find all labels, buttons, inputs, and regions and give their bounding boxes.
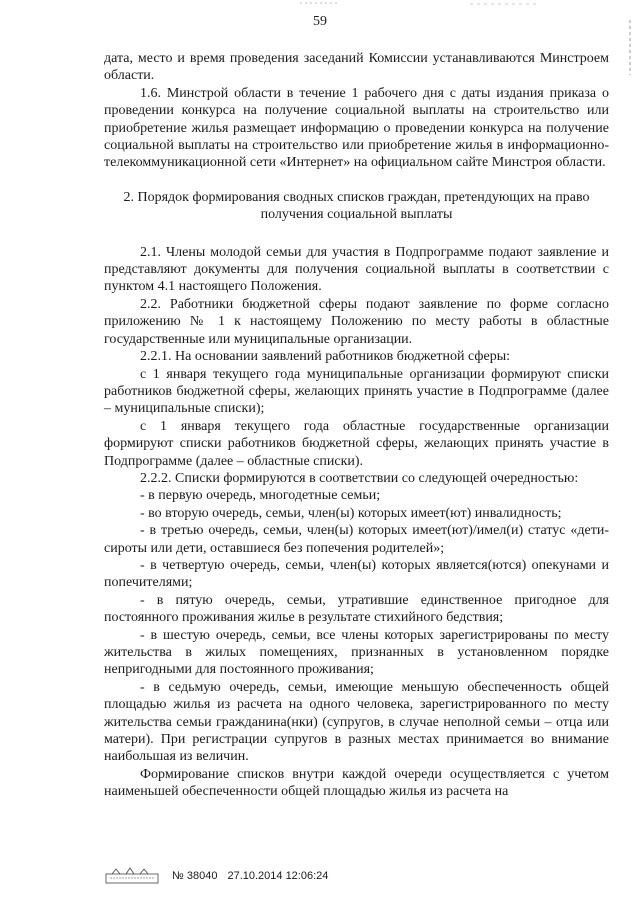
document-body	[104, 50, 609, 801]
list-item: - в третью очередь, семьи, член(ы) которых имеет(ют)/имел(и) статус «дети-сироты или дети, оставшиеся без попечения родителей»;	[104, 523, 609, 556]
document-timestamp: 27.10.2014 12:06:24	[227, 870, 329, 882]
registry-stamp-icon	[104, 866, 162, 886]
list-item: - в четвертую очередь, семьи, член(ы) которых является(ются) опекунами и попечителями;	[104, 557, 609, 591]
paragraph: дата, место и время проведения заседаний Комиссии устанавливаются Минстроем области.	[104, 51, 609, 84]
list-item: - в седьмую очередь, семьи, имеющие меньшую обеспеченность общей площадью жилья из расчета на одного человека, зарегистрированного по месту жительства семьи гражданина(нки) (супругов, в случае неполной семьи – отца или матери). При регистрации супругов в разных местах принимается во внимание наибольшая из величин.	[104, 679, 609, 765]
list-item: - в шестую очередь, семьи, все члены которых зарегистрированы по месту жительства в жилых помещениях, признанных в установленном порядке непригодными для постоянного проживания;	[104, 627, 609, 678]
list-item: - в первую очередь, многодетные семьи;	[140, 488, 381, 504]
section-heading: 2. Порядок формирования сводных списков граждан, претендующих на право получения социальной выплаты	[123, 189, 590, 223]
list-item: - во вторую очередь, семьи, член(ы) которых имеет(ют) инвалидность;	[140, 505, 562, 521]
paragraph: 2.1. Члены молодой семьи для участия в Подпрограмме подают заявление и представляют документы для получения социальной выплаты в соответствии с пунктом 4.1 настоящего Положения.	[104, 244, 609, 295]
document-number: № 38040	[172, 870, 218, 882]
paragraph: 2.2.2. Списки формируются в соответствии со следующей очередностью:	[140, 470, 579, 486]
scan-artifact-top	[0, 0, 640, 14]
paragraph: 2.2.1. На основании заявлений работников бюджетной сферы:	[140, 349, 511, 365]
paragraph: Формирование списков внутри каждой очереди осуществляется с учетом наименьшей обеспеченности общей площадью жилья из расчета на	[104, 766, 609, 800]
paragraph: 1.6. Минстрой области в течение 1 рабочего дня с даты издания приказа о проведении конкурса на получение социальной выплаты на строительство или приобретение жилья размещает информацию о проведении конкурса на получение социальной выплаты на строительство или приобретение жилья в информационно-телекоммуникационной сети «Интернет» на официальном сайте Минстроя области.	[104, 85, 609, 171]
paragraph: 2.2. Работники бюджетной сферы подают заявление по форме согласно приложению № 1 к настоящему Положению по месту работы в областные государственные или муниципальные организации.	[104, 296, 609, 347]
document-footer	[104, 866, 328, 886]
paragraph: с 1 января текущего года муниципальные организации формируют списки работников бюджетной сферы, желающих принять участие в Подпрограмме (далее – муниципальные списки);	[104, 366, 609, 417]
paragraph: с 1 января текущего года областные государственные организации формируют списки работников бюджетной сферы, желающих принять участие в Подпрограмме (далее – областные списки).	[104, 418, 609, 469]
page-number: 59	[313, 14, 327, 29]
list-item: - в пятую очередь, семьи, утратившие единственное пригодное для постоянного проживания жилье в результате стихийного бедствия;	[104, 592, 609, 626]
